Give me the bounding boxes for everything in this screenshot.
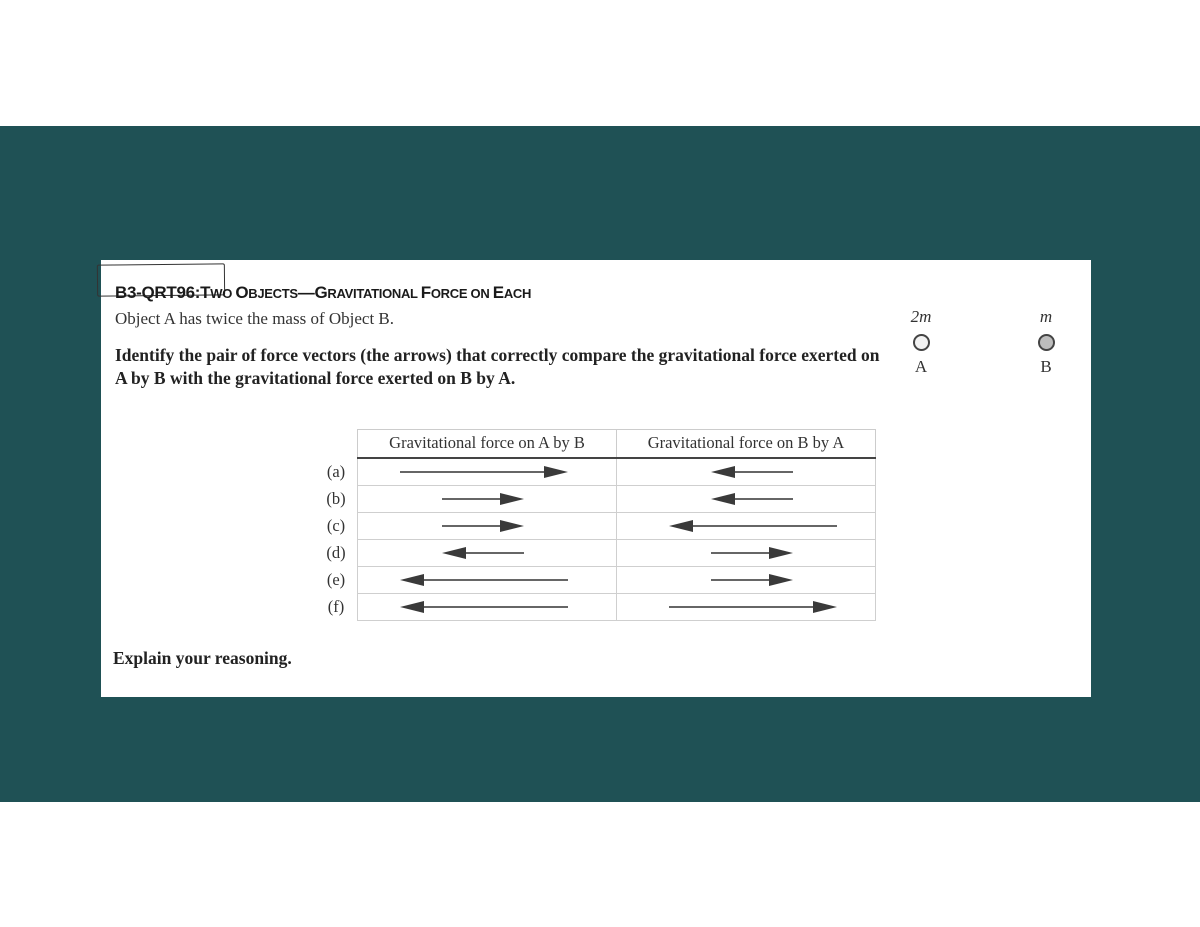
explain-prompt: Explain your reasoning. — [113, 648, 292, 668]
table-row — [315, 513, 876, 540]
left-arrow-icon — [617, 459, 875, 485]
force-on-a-cell — [358, 567, 617, 594]
right-arrow-icon — [617, 540, 875, 566]
right-arrow-icon — [617, 567, 875, 593]
force-on-b-cell — [617, 567, 876, 594]
force-on-a-cell — [358, 486, 617, 513]
table-row — [315, 540, 876, 567]
option-label: (c) — [315, 513, 358, 540]
force-on-a-cell — [358, 513, 617, 540]
option-label: (f) — [315, 594, 358, 621]
worksheet-card — [101, 260, 1091, 697]
object-a-label: A — [914, 357, 928, 376]
right-arrow-icon — [358, 459, 616, 485]
question-text: Identify the pair of force vectors (the arrows) that correctly compare the gravitational force exerted on A by B with the gravitational force exerted on B by A. — [115, 345, 880, 388]
object-a-dot — [913, 334, 930, 351]
title-text: TWO OBJECTS—GRAVITATIONAL FORCE ON EACH — [200, 283, 532, 302]
force-on-a-cell — [358, 594, 617, 621]
force-on-b-cell — [617, 458, 876, 486]
force-on-a-cell — [358, 458, 617, 486]
right-arrow-icon — [358, 486, 616, 512]
table-corner — [315, 430, 358, 459]
left-arrow-icon — [617, 513, 875, 539]
force-on-b-cell — [617, 486, 876, 513]
left-arrow-icon — [358, 567, 616, 593]
right-arrow-icon — [617, 594, 875, 620]
force-on-a-cell — [358, 540, 617, 567]
right-arrow-icon — [358, 513, 616, 539]
object-b-dot — [1038, 334, 1055, 351]
force-on-b-cell — [617, 540, 876, 567]
object-b-mass: m — [1039, 307, 1053, 326]
option-label: (d) — [315, 540, 358, 567]
object-a-mass: 2m — [910, 307, 932, 326]
force-on-b-cell — [617, 513, 876, 540]
option-label: (b) — [315, 486, 358, 513]
object-b-label: B — [1040, 357, 1052, 376]
force-on-b-cell — [617, 594, 876, 621]
left-arrow-icon — [617, 486, 875, 512]
column-header-force-on-a: Gravitational force on A by B — [358, 430, 617, 459]
option-label: (a) — [315, 458, 358, 486]
worksheet-title — [115, 283, 531, 303]
table-row — [315, 567, 876, 594]
column-header-force-on-b: Gravitational force on B by A — [617, 430, 876, 459]
problem-code: B3-QRT96: — [115, 283, 201, 302]
subtitle: Object A has twice the mass of Object B. — [115, 309, 395, 328]
answer-options-table — [315, 429, 876, 621]
table-row — [315, 594, 876, 621]
option-label: (e) — [315, 567, 358, 594]
left-arrow-icon — [358, 540, 616, 566]
left-arrow-icon — [358, 594, 616, 620]
table-row — [315, 486, 876, 513]
table-row — [315, 458, 876, 486]
